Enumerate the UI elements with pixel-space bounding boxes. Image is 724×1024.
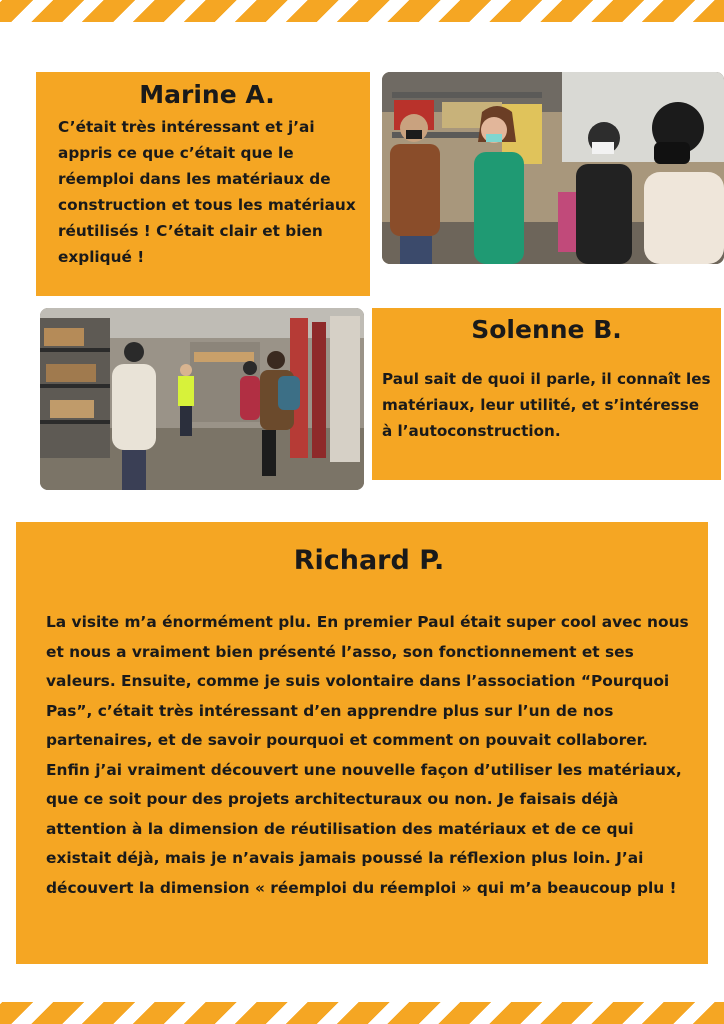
testimonial-author: Richard P. xyxy=(293,545,445,576)
photo-warehouse-tour xyxy=(40,308,364,490)
bottom-hazard-stripe xyxy=(0,1002,724,1024)
top-hazard-stripe xyxy=(0,0,724,22)
photo-visitors-with-masks xyxy=(382,72,724,264)
testimonial-text: C’était très intéressant et j’ai appris ce que c’était que le réemploi dans les matériaux de construction et tous les matériaux réutilisés ! C’était clair et bien expliqué ! xyxy=(58,118,356,266)
testimonial-card-marine xyxy=(36,72,370,296)
testimonial-text: Paul sait de quoi il parle, il connaît les matériaux, leur utilité, et s’intéresse à l’autoconstruction. xyxy=(382,370,711,440)
testimonial-card-solenne xyxy=(372,308,721,480)
testimonial-card-richard xyxy=(16,522,708,964)
testimonial-text: La visite m’a énormément plu. En premier Paul était super cool avec nous et nous a vraiment bien présenté l’asso, son fonctionnement et ses valeurs. Ensuite, comme je suis volontaire dans l’association “Pourquoi Pas”, c’était très intéressant d’en apprendre plus sur l’un de nos partenaires, et de savoir pourquoi et comment on pouvait collaborer. Enfin j’ai vraiment découvert une nouvelle façon d’utiliser les matériaux, que ce soit pour des projets architecturaux ou non. Je faisais déjà attention à la dimension de réutilisation des matériaux et de ce qui existait déjà, mais je n’avais jamais poussé la réflexion plus loin. J’ai découvert la dimension « réemploi du réemploi » qui m’a beaucoup plu ! xyxy=(46,613,689,897)
testimonial-author: Solenne B. xyxy=(471,315,622,344)
testimonial-author: Marine A. xyxy=(139,80,275,109)
